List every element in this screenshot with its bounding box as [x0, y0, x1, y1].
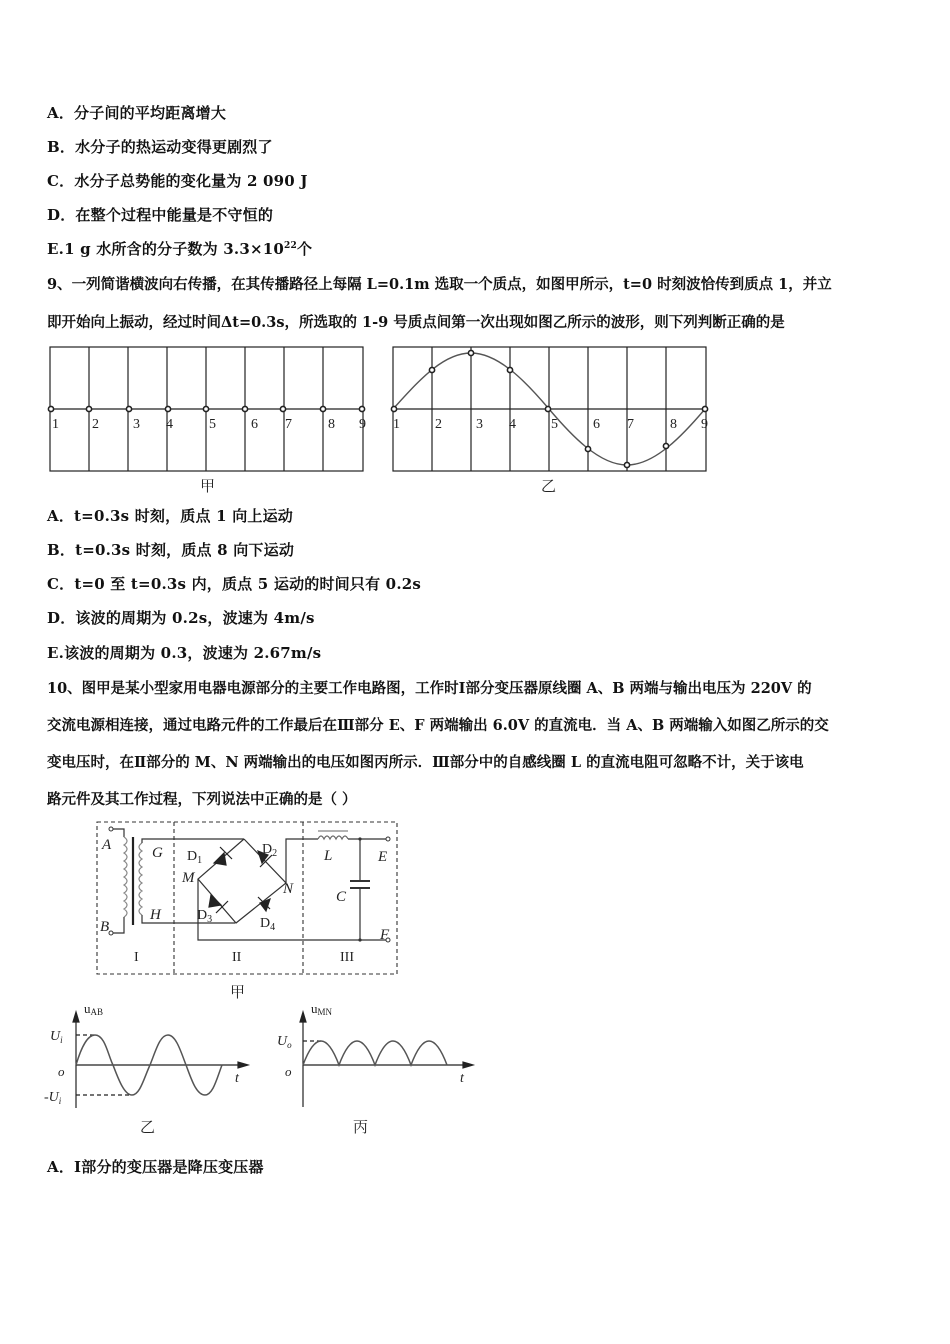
q9-option-b: B．t=0.3s 时刻，质点 8 向下运动	[47, 541, 295, 559]
y-min-label: $-U_i$	[44, 1090, 62, 1106]
point-label: 7	[285, 417, 292, 432]
figure-caption: 乙	[140, 1120, 156, 1136]
point-label: 1	[52, 417, 59, 432]
figure-caption: 甲	[200, 479, 216, 495]
capacitor-c-label: C	[336, 889, 347, 905]
q9-stem-line1: 9、一列简谐横波向右传播，在其传播路径上每隔 L=0.1m 选取一个质点，如图甲所示，t=0 时刻波恰传到质点 1，并立	[47, 276, 832, 293]
q10-stem-line2: 交流电源相连接，通过电路元件的工作最后在Ⅲ部分 E、F 两端输出 6.0V 的直流电．当 A、B 两端输入如图乙所示的交	[47, 717, 829, 734]
node-n-label: N	[283, 881, 294, 897]
point-label: 6	[593, 417, 600, 432]
point-label: 2	[92, 417, 99, 432]
section-ii-label: II	[232, 950, 242, 965]
figure-yi-waveform	[387, 343, 717, 498]
q10-stem-line3: 变电压时，在Ⅱ部分的 M、N 两端输出的电压如图丙所示．Ⅲ部分中的自感线圈 L 的直流电阻可忽略不计，关于该电	[47, 754, 804, 771]
q10-stem-line4: 路元件及其工作过程，下列说法中正确的是（ ）	[47, 791, 357, 808]
q9-option-e: E.该波的周期为 0.3，波速为 2.67m/s	[47, 644, 322, 662]
circuit-diagram	[90, 815, 430, 1005]
q8-option-c: C．水分子总势能的变化量为 2 090 J	[47, 172, 308, 190]
origin-label: o	[285, 1064, 292, 1079]
point-label: 7	[627, 417, 634, 432]
q9-option-d: D．该波的周期为 0.2s，波速为 4m/s	[47, 609, 315, 627]
terminal-f-label: F	[380, 927, 390, 943]
q9-stem-line2: 即开始向上振动，经过时间Δt=0.3s，所选取的 1-9 号质点间第一次出现如图乙所示的波形，则下列判断正确的是	[47, 314, 785, 331]
origin-label: o	[58, 1064, 65, 1079]
q9-option-c: C．t=0 至 t=0.3s 内，质点 5 运动的时间只有 0.2s	[47, 575, 422, 593]
terminal-h-label: H	[150, 907, 161, 923]
q10-option-a: A．Ⅰ部分的变压器是降压变压器	[47, 1158, 264, 1176]
section-iii-label: III	[340, 950, 354, 965]
node-m-label: M	[182, 870, 195, 886]
point-label: 5	[551, 417, 558, 432]
x-axis-label: t	[460, 1071, 464, 1086]
point-label: 9	[701, 417, 708, 432]
point-label: 3	[476, 417, 483, 432]
inductor-l-label: L	[324, 848, 333, 864]
terminal-b-label: B	[100, 919, 110, 935]
q8-option-b: B．水分子的热运动变得更剧烈了	[47, 138, 273, 156]
point-label: 3	[133, 417, 140, 432]
point-label: 1	[393, 417, 400, 432]
point-label: 2	[435, 417, 442, 432]
q8-option-d: D．在整个过程中能量是不守恒的	[47, 206, 274, 224]
graph-uab	[40, 1000, 265, 1140]
figure-jia-particles	[45, 343, 370, 498]
figure-caption: 甲	[230, 985, 246, 1001]
y-max-label: $U_i$	[50, 1029, 63, 1045]
section-i-label: I	[134, 950, 139, 965]
y-axis-label: uAB	[84, 1001, 104, 1017]
q8-option-e: E.1 g 水所含的分子数为 $3.3\times 10^{22}$个	[47, 240, 313, 258]
q10-stem-line1: 10、图甲是某小型家用电器电源部分的主要工作电路图，工作时Ⅰ部分变压器原线圈 A、B 两端与输出电压为 220V 的	[47, 680, 812, 697]
point-label: 4	[509, 417, 516, 432]
point-label: 6	[251, 417, 258, 432]
q9-option-a: A．t=0.3s 时刻，质点 1 向上运动	[47, 507, 293, 525]
y-axis-label: uMN	[311, 1001, 333, 1017]
figure-caption: 乙	[541, 479, 557, 495]
terminal-e-label: E	[378, 849, 388, 865]
point-label: 5	[209, 417, 216, 432]
terminal-a-label: A	[102, 837, 112, 853]
terminal-g-label: G	[152, 845, 163, 861]
diode-d1-label: $D_1$	[187, 849, 203, 866]
figure-caption: 丙	[353, 1120, 369, 1136]
y-max-label: $U_o$	[277, 1034, 292, 1050]
diode-d2-label: $D_2$	[262, 842, 278, 859]
point-label: 8	[328, 417, 335, 432]
point-label: 4	[166, 417, 173, 432]
point-label: 9	[359, 417, 366, 432]
diode-d3-label: $D_3$	[197, 908, 213, 925]
diode-d4-label: $D_4$	[260, 916, 276, 933]
x-axis-label: t	[235, 1071, 239, 1086]
point-label: 8	[670, 417, 677, 432]
q8-option-a: A．分子间的平均距离增大	[47, 104, 227, 122]
graph-umn	[265, 1000, 490, 1140]
